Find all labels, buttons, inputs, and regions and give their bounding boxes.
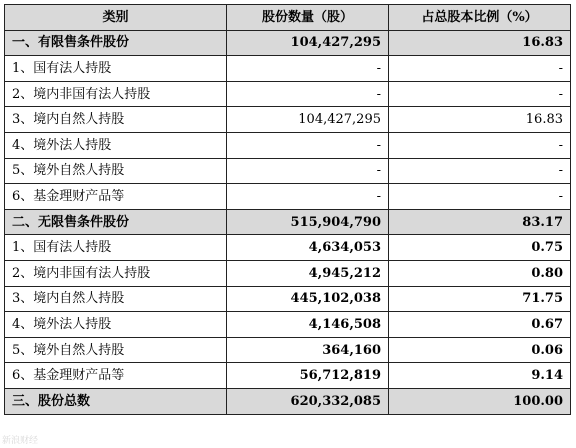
row-share-count: -: [227, 81, 389, 107]
row-share-count: -: [227, 56, 389, 82]
row-percentage: 9.14: [389, 363, 571, 389]
row-percentage: 100.00: [389, 388, 571, 414]
row-percentage: 16.83: [389, 30, 571, 56]
row-share-count: 104,427,295: [227, 107, 389, 133]
table-row: [5, 363, 571, 389]
header-share-count: 股份数量（股）: [227, 5, 389, 31]
row-share-count: 364,160: [227, 337, 389, 363]
row-share-count: 4,634,053: [227, 235, 389, 261]
row-label: 3、境内自然人持股: [5, 286, 227, 312]
row-percentage: -: [389, 158, 571, 184]
row-percentage: 83.17: [389, 209, 571, 235]
row-share-count: 4,945,212: [227, 260, 389, 286]
row-percentage: -: [389, 81, 571, 107]
row-percentage: -: [389, 184, 571, 210]
table-row: [5, 260, 571, 286]
section-row: [5, 209, 571, 235]
table-row: [5, 132, 571, 158]
row-share-count: 4,146,508: [227, 312, 389, 338]
row-label: 2、境内非国有法人持股: [5, 260, 227, 286]
table-row: [5, 56, 571, 82]
row-percentage: 0.67: [389, 312, 571, 338]
row-share-count: 104,427,295: [227, 30, 389, 56]
section-row: [5, 388, 571, 414]
header-row: [5, 5, 571, 31]
table-row: [5, 337, 571, 363]
row-label: 5、境外自然人持股: [5, 158, 227, 184]
row-percentage: -: [389, 132, 571, 158]
row-label: 6、基金理财产品等: [5, 184, 227, 210]
row-label: 二、无限售条件股份: [5, 209, 227, 235]
row-share-count: 445,102,038: [227, 286, 389, 312]
table-row: [5, 158, 571, 184]
row-percentage: 0.80: [389, 260, 571, 286]
row-share-count: 515,904,790: [227, 209, 389, 235]
table-row: [5, 286, 571, 312]
section-row: [5, 30, 571, 56]
header-category: 类别: [5, 5, 227, 31]
row-label: 2、境内非国有法人持股: [5, 81, 227, 107]
row-label: 三、股份总数: [5, 388, 227, 414]
table-row: [5, 107, 571, 133]
row-percentage: 71.75: [389, 286, 571, 312]
row-label: 4、境外法人持股: [5, 132, 227, 158]
table-row: [5, 184, 571, 210]
row-percentage: 16.83: [389, 107, 571, 133]
row-label: 1、国有法人持股: [5, 235, 227, 261]
row-label: 1、国有法人持股: [5, 56, 227, 82]
row-share-count: -: [227, 132, 389, 158]
row-share-count: -: [227, 158, 389, 184]
row-percentage: 0.06: [389, 337, 571, 363]
table-row: [5, 312, 571, 338]
row-share-count: 620,332,085: [227, 388, 389, 414]
row-label: 5、境外自然人持股: [5, 337, 227, 363]
watermark: 新浪财经: [2, 436, 39, 446]
table-row: [5, 235, 571, 261]
row-label: 3、境内自然人持股: [5, 107, 227, 133]
header-percentage: 占总股本比例（%）: [389, 5, 571, 31]
share-structure-table: [4, 4, 571, 415]
table-row: [5, 81, 571, 107]
row-label: 一、有限售条件股份: [5, 30, 227, 56]
row-percentage: -: [389, 56, 571, 82]
row-label: 6、基金理财产品等: [5, 363, 227, 389]
table-body: [5, 30, 571, 414]
row-percentage: 0.75: [389, 235, 571, 261]
row-share-count: 56,712,819: [227, 363, 389, 389]
row-share-count: -: [227, 184, 389, 210]
row-label: 4、境外法人持股: [5, 312, 227, 338]
